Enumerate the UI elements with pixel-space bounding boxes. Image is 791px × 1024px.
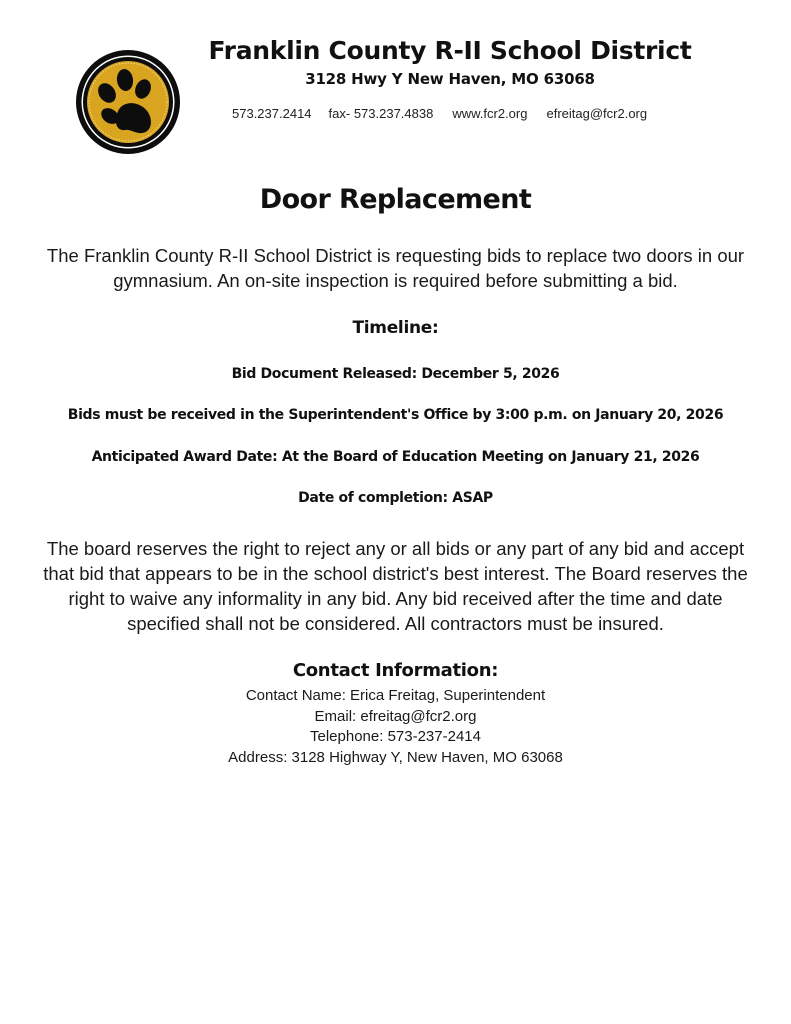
contact-heading: Contact Information: (292, 660, 499, 681)
fax-number: fax- 573.237.4838 (328, 106, 434, 121)
intro-paragraph: The Franklin County R-II School District is requesting bids to replace two doors in our gymnasium. An on-site inspection is required before submitting a bid. (46, 245, 745, 291)
page-title: Door Replacement (259, 184, 532, 215)
timeline-item-bid-released: Bid Document Released: December 5, 2026 (231, 366, 560, 382)
contact-info (0, 686, 791, 768)
timeline-item-completion: Date of completion: ASAP (298, 490, 493, 506)
timeline-heading: Timeline: (352, 318, 439, 338)
phone-number: 573.237.2414 (232, 106, 312, 121)
board-statement: The board reserves the right to reject any or all bids or any part of any bid and accept that bid that appears to be in the school district's best interest. The Board reserves the right to waive any informality in any bid. Any bid received after the time and date specified shall not be considered. All contractors must be insured. (43, 538, 748, 634)
timeline-item-bid-deadline: Bids must be received in the Superintendent's Office by 3:00 p.m. on January 20, 2026 (67, 407, 724, 423)
letterhead-contacts (232, 106, 672, 121)
contact-name: Contact Name: Erica Freitag, Superintendent (245, 687, 546, 704)
contact-email[interactable]: Email: efreitag@fcr2.org (314, 707, 477, 725)
email-link[interactable]: efreitag@fcr2.org (546, 106, 648, 121)
contact-address: Address: 3128 Highway Y, New Haven, MO 63068 (228, 748, 563, 766)
district-address: 3128 Hwy Y New Haven, MO 63068 (305, 70, 595, 88)
contact-telephone: Telephone: 573-237-2414 (310, 728, 481, 745)
district-name: Franklin County R-II School District (208, 36, 692, 65)
paw-print-logo-icon (74, 48, 182, 156)
website-link[interactable]: www.fcr2.org (452, 106, 528, 121)
letterhead (200, 34, 700, 90)
timeline-item-award-date: Anticipated Award Date: At the Board of Education Meeting on January 21, 2026 (91, 449, 700, 465)
